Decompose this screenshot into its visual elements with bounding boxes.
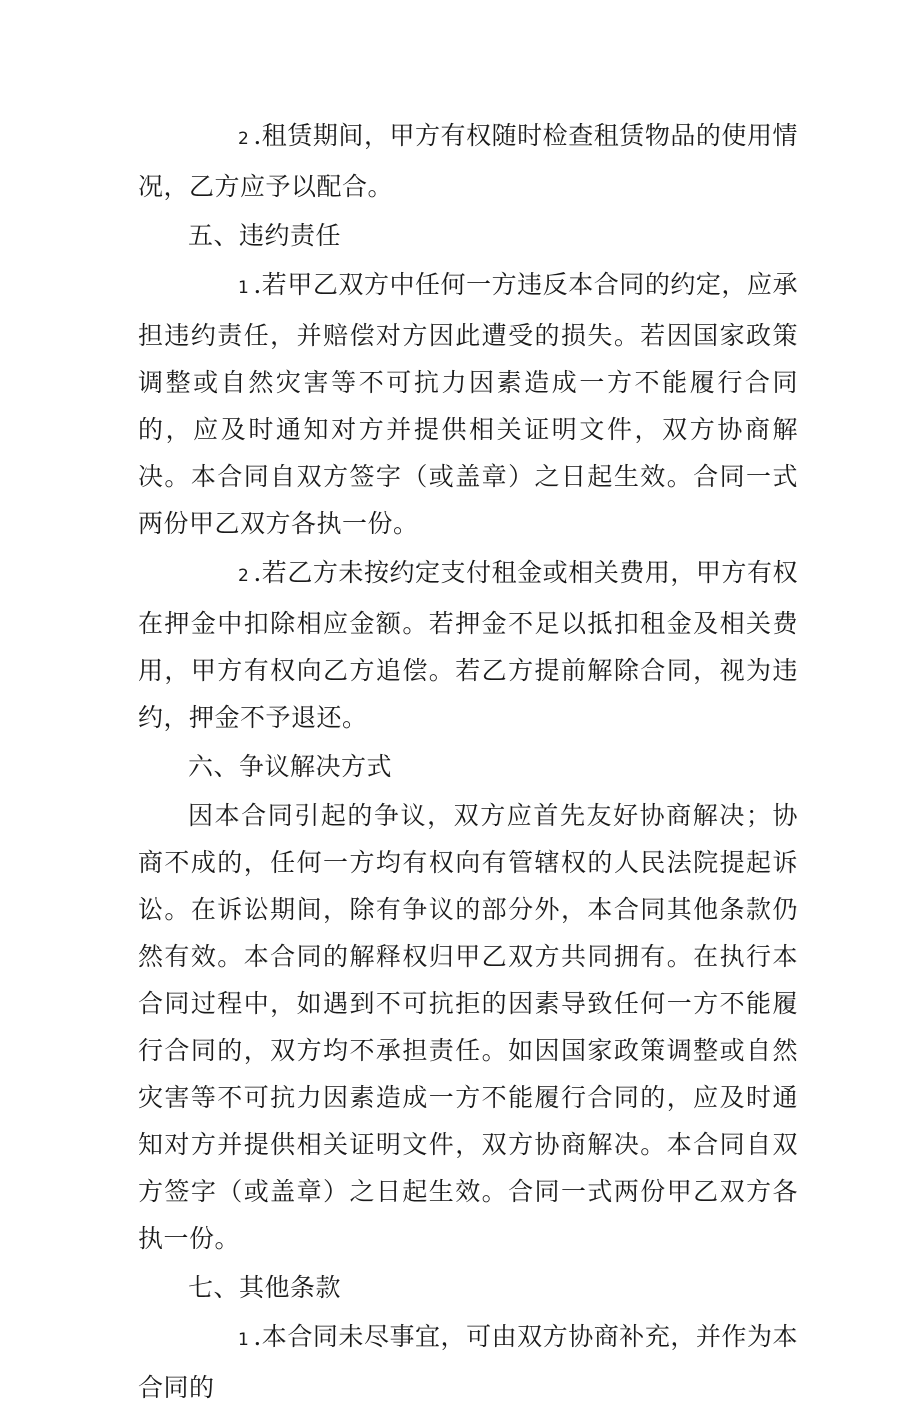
section-heading-breach-liability — [138, 212, 798, 259]
clause-text: .若乙方未按约定支付租金或相关费用，甲方有权在押金中扣除相应金额。若押金不足以抵扣租金及相关费用，甲方有权向乙方追偿。若乙方提前解除合同，视为违约，押金不予退还。 — [138, 558, 798, 732]
item-number: 2 — [238, 566, 250, 586]
item-number: 1 — [238, 278, 250, 298]
clause-text: .若甲乙双方中任何一方违反本合同的约定，应承担违约责任，并赔偿对方因此遭受的损失。若因国家政策调整或自然灾害等不可抗力因素造成一方不能履行合同的，应及时通知对方并提供相关证明文件，双方协商解决。本合同自双方签字（或盖章）之日起生效。合同一式两份甲乙双方各执一份。 — [138, 270, 798, 538]
item-number: 2 — [238, 129, 250, 149]
document-body — [138, 112, 798, 1411]
clause-text: 因本合同引起的争议，双方应首先友好协商解决；协商不成的，任何一方均有权向有管辖权的人民法院提起诉讼。在诉讼期间，除有争议的部分外，本合同其他条款仍然有效。本合同的解释权归甲乙双方共同拥有。在执行本合同过程中，如遇到不可抗拒的因素导致任何一方不能履行合同的，双方均不承担责任。如因国家政策调整或自然灾害等不可抗力因素造成一方不能履行合同的，应及时通知对方并提供相关证明文件，双方协商解决。本合同自双方签字（或盖章）之日起生效。合同一式两份甲乙双方各执一份。 — [138, 801, 798, 1253]
section-heading-dispute-resolution — [138, 743, 798, 790]
item-number: 1 — [238, 1330, 250, 1350]
clause-text: .租赁期间，甲方有权随时检查租赁物品的使用情况，乙方应予以配合。 — [138, 121, 798, 201]
heading-text: 七、其他条款 — [188, 1273, 342, 1302]
clause-6-body — [138, 792, 798, 1262]
heading-text: 五、违约责任 — [188, 221, 342, 250]
clause-4-item-2 — [138, 112, 798, 210]
clause-text: .本合同未尽事宜，可由双方协商补充，并作为本合同的 — [138, 1322, 798, 1402]
clause-5-item-2 — [138, 549, 798, 741]
heading-text: 六、争议解决方式 — [188, 752, 393, 781]
clause-5-item-1 — [138, 261, 798, 547]
clause-7-item-1 — [138, 1313, 798, 1411]
section-heading-other-terms — [138, 1264, 798, 1311]
